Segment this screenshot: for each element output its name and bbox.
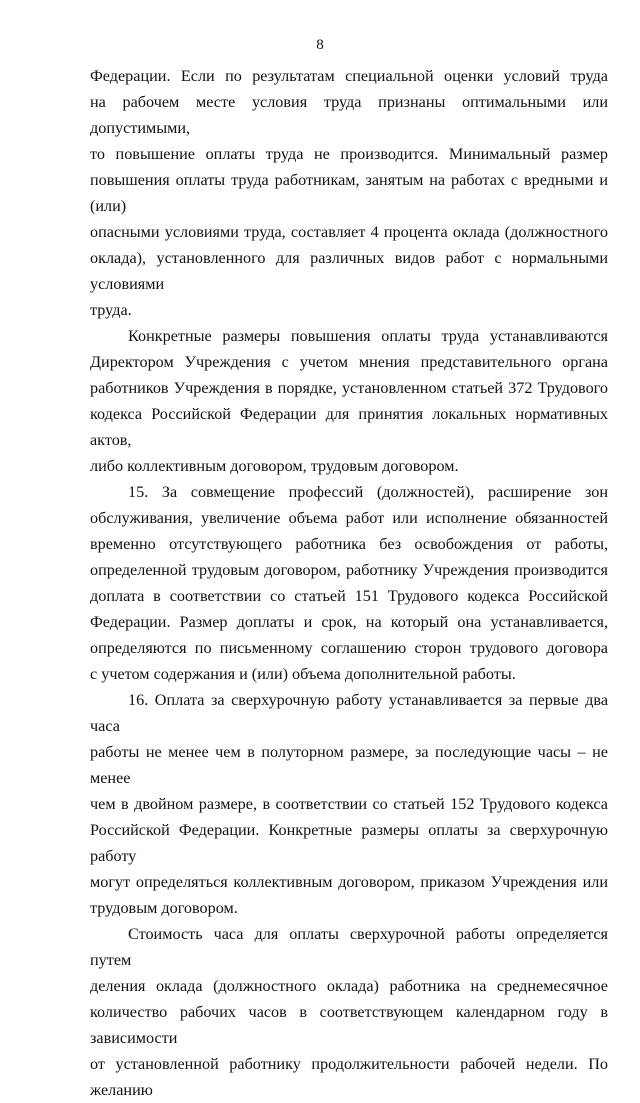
text-line: обслуживания, увеличение объема работ или исполнение обязанностей (90, 509, 608, 527)
text-line: чем в двойном размере, в соответствии со статьей 152 Трудового кодекса (90, 795, 608, 813)
text-line: 15. За совмещение профессий (должностей), расширение зон (128, 483, 608, 501)
text-line: то повышение оплаты труда не производится. Минимальный размер (90, 145, 608, 163)
text-line: могут определяться коллективным договором, приказом Учреждения или (90, 873, 608, 891)
paragraph-1 (90, 63, 608, 323)
text-line: Федерации. Если по результатам специальной оценки условий труда (90, 67, 608, 85)
page-number: 8 (316, 37, 324, 53)
text-line: деления оклада (должностного оклада) работника на среднемесячное (90, 977, 608, 995)
paragraph-item-16 (90, 687, 608, 921)
text-line: опасными условиями труда, составляет 4 процента оклада (должностного (90, 223, 608, 241)
text-line: на рабочем месте условия труда признаны оптимальными или допустимыми, (90, 93, 608, 137)
document-body (90, 63, 608, 1103)
paragraph-2 (90, 323, 608, 479)
text-line: 16. Оплата за сверхурочную работу устанавливается за первые два часа (90, 691, 608, 735)
paragraph-item-15 (90, 479, 608, 687)
text-line: временно отсутствующего работника без освобождения от работы, (90, 535, 608, 553)
text-line: либо коллективным договором, трудовым договором. (90, 457, 459, 475)
paragraph-5 (90, 921, 608, 1103)
text-line: кодекса Российской Федерации для принятия локальных нормативных актов, (90, 405, 608, 449)
text-line: определяются по письменному соглашению сторон трудового договора (90, 639, 608, 657)
text-line: трудовым договором. (90, 899, 238, 917)
text-line: Директором Учреждения с учетом мнения представительного органа (90, 353, 608, 371)
text-line: повышения оплаты труда работникам, занятым на работах с вредными и (или) (90, 171, 608, 215)
text-line: от установленной работнику продолжительности рабочей недели. По желанию (90, 1055, 608, 1099)
text-line: работников Учреждения в порядке, установленном статьей 372 Трудового (90, 379, 608, 397)
text-line: с учетом содержания и (или) объема дополнительной работы. (90, 665, 516, 683)
text-line: Российской Федерации. Конкретные размеры оплаты за сверхурочную работу (90, 821, 608, 865)
text-line: определенной трудовым договором, работнику Учреждения производится (90, 561, 608, 579)
text-line: количество рабочих часов в соответствующем календарном году в зависимости (90, 1003, 608, 1047)
text-line: доплата в соответствии со статьей 151 Трудового кодекса Российской (90, 587, 608, 605)
text-line: оклада), установленного для различных видов работ с нормальными условиями (90, 249, 608, 293)
text-line: труда. (90, 301, 132, 319)
text-line: работы не менее чем в полуторном размере, за последующие часы – не менее (90, 743, 608, 787)
text-line: Стоимость часа для оплаты сверхурочной работы определяется путем (90, 925, 608, 969)
text-line: Федерации. Размер доплаты и срок, на который она устанавливается, (90, 613, 608, 631)
text-line: Конкретные размеры повышения оплаты труда устанавливаются (128, 327, 608, 345)
